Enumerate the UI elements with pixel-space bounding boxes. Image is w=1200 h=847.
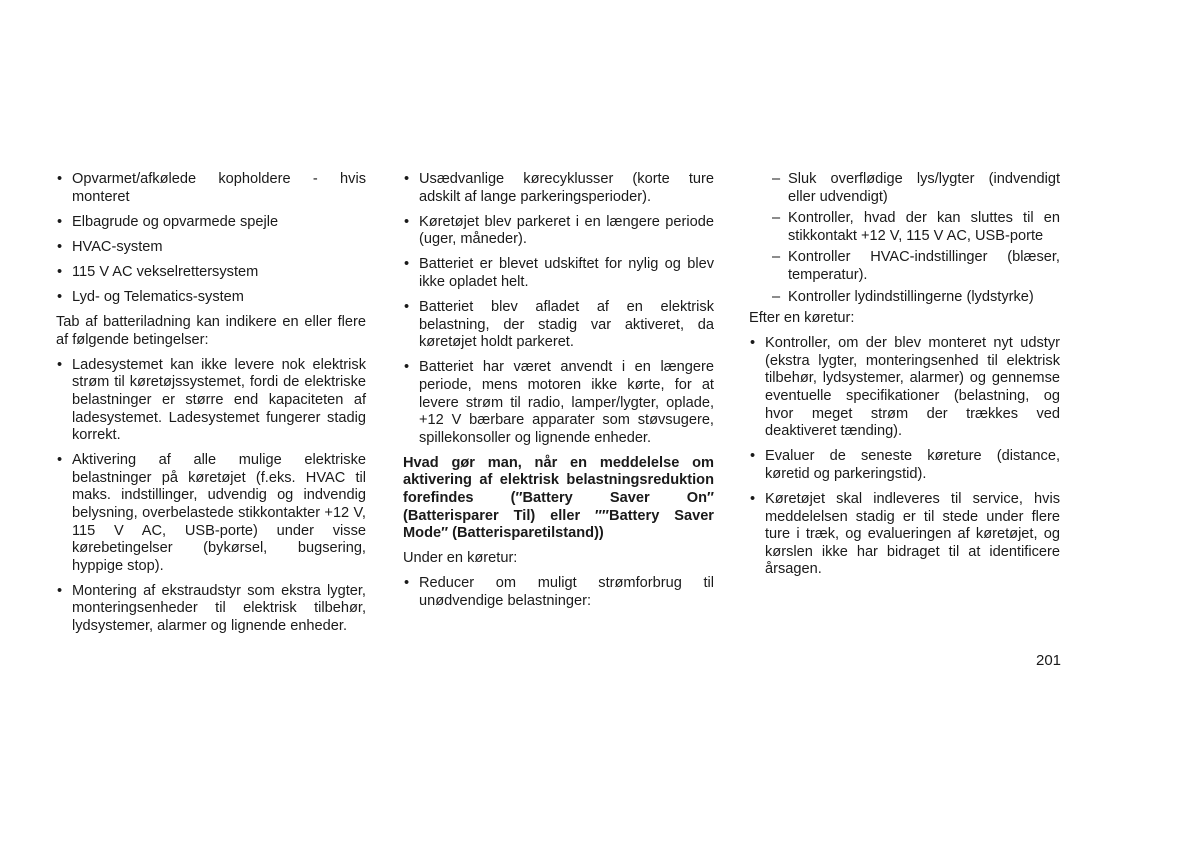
list-item: • Køretøjet skal indleveres til service, hvis meddelelsen stadig er til stede under flere ture i træk, og evalueringen af køretøjet, og kørslen ikke har bidraget til at identificere årsagen. — [749, 491, 1060, 579]
list-item: • 115 V AC vekselrettersystem — [56, 264, 366, 282]
list-item: • Batteriet blev afladet af en elektrisk belastning, der stadig var aktiveret, da køretøjet holdt parkeret. — [403, 299, 714, 352]
list-item: • Usædvanlige kørecyklusser (korte ture adskilt af lange parkeringsperioder). — [403, 171, 714, 206]
bullet-list-conditions — [56, 357, 366, 636]
list-item: – Kontroller, hvad der kan sluttes til en stikkontakt +12 V, 115 V AC, USB-porte — [749, 210, 1060, 245]
section-heading: Hvad gør man, når en meddelelse om aktivering af elektrisk belastningsreduktion forefindes (″Battery Saver On″ (Batterisparer Til) eller ″″Battery Saver Mode″ (Batterisparetilstand)) — [403, 454, 714, 542]
list-item: – Sluk overflødige lys/lygter (indvendigt eller udvendigt) — [749, 171, 1060, 206]
list-item: • Reducer om muligt strømforbrug til unødvendige belastninger: — [403, 575, 714, 610]
list-item: • Lyd- og Telematics-system — [56, 289, 366, 307]
dash-list-actions — [749, 171, 1060, 306]
list-item: • Elbagrude og opvarmede spejle — [56, 214, 366, 232]
intro-paragraph: Tab af batteriladning kan indikere en eller flere af følgende betingelser: — [56, 314, 366, 348]
list-item: • Batteriet har været anvendt i en længere periode, mens motoren ikke kørte, for at levere strøm til radio, lamper/lygter, oplade, +12 V bærbare apparater som støvsugere, spillekonsoller og lignende enheder. — [403, 359, 714, 447]
list-item: – Kontroller HVAC-indstillinger (blæser, temperatur). — [749, 249, 1060, 284]
during-trip-label: Under en køretur: — [403, 550, 518, 567]
list-item: • Evaluer de seneste køreture (distance, køretid og parkeringstid). — [749, 448, 1060, 483]
list-item: • Kontroller, om der blev monteret nyt udstyr (ekstra lygter, monteringsenhed til elektrisk tilbehør, lydsystemer, alarmer) og gennemse eventuelle specifikationer (belastning, og hvor meget strøm der trækkes ved deaktiveret tænding). — [749, 335, 1060, 441]
text-column-middle — [403, 171, 714, 618]
list-item: • HVAC-system — [56, 239, 366, 257]
list-item: – Kontroller lydindstillingerne (lydstyrke) — [749, 289, 1060, 307]
bullet-list-during-trip — [403, 575, 714, 610]
list-item: • Montering af ekstraudstyr som ekstra lygter, monteringsenheder til elektrisk tilbehør, lydsystemer, alarmer og lignende enheder. — [56, 583, 366, 636]
page-number: 201 — [1036, 652, 1062, 669]
list-item: • Batteriet er blevet udskiftet for nylig og blev ikke opladet helt. — [403, 256, 714, 291]
text-column-left — [56, 171, 366, 643]
text-column-right — [749, 171, 1060, 586]
list-item: • Opvarmet/afkølede kopholdere - hvis monteret — [56, 171, 366, 206]
bullet-list-after-trip — [749, 335, 1060, 579]
list-item: • Ladesystemet kan ikke levere nok elektrisk strøm til køretøjssystemet, fordi de elektriske belastninger er større end kapaciteten af ladesystemet. Ladesystemet fungerer stadig korrekt. — [56, 357, 366, 445]
bullet-list-systems — [56, 171, 366, 307]
bullet-list-conditions-continued — [403, 171, 714, 447]
after-trip-label: Efter en køretur: — [749, 310, 855, 327]
list-item: • Køretøjet blev parkeret i en længere periode (uger, måneder). — [403, 214, 714, 249]
list-item: • Aktivering af alle mulige elektriske belastninger på køretøjet (f.eks. HVAC til maks. indstillinger, udvendig og indvendig belysning, overbelastede stikkontakter +12 V, 115 V AC, USB-porte) under visse kørebetingelser (bykørsel, bugsering, hyppige stop). — [56, 452, 366, 575]
